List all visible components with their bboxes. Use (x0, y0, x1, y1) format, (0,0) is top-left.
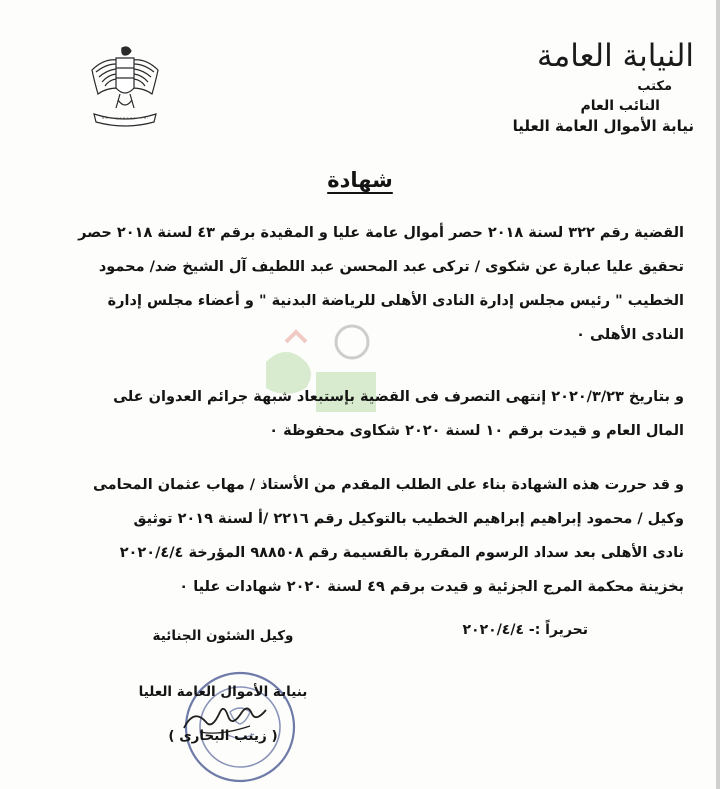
eagle-of-saladin-icon (88, 44, 162, 130)
document-title: شهادة (327, 168, 393, 192)
paragraph-line: نادى الأهلى بعد سداد الرسوم المقررة بالقسيمة رقم ٩٨٨٥٠٨ المؤرخة ٢٠٢٠/٤/٤ (119, 545, 684, 561)
signatory-office: بنيابة الأموال العامة العليا (138, 684, 308, 700)
paragraph-line: بخزينة محكمة المرج الجزئية و قيدت برقم ٤٩ لسنة ٢٠٢٠ شهادات عليا ٠ (179, 579, 684, 595)
paragraph-line: و بتاريخ ٢٠٢٠/٣/٢٣ إنتهى التصرف فى القضية بإستبعاد شبهة جرائم العدوان على (113, 389, 684, 405)
paragraph-request-details (36, 468, 684, 604)
paragraph-line: المال العام و قيدت برقم ١٠ لسنة ٢٠٢٠ شكاوى محفوظة ٠ (269, 423, 684, 439)
paragraph-line: و قد حررت هذه الشهادة بناء على الطلب المقدم من الأستاذ / مهاب عثمان المحامى (93, 477, 684, 493)
paragraph-line: القضية رقم ٣٢٢ لسنة ٢٠١٨ حصر أموال عامة عليا و المقيدة برقم ٤٣ لسنة ٢٠١٨ حصر (78, 225, 684, 241)
paragraph-line: وكيل / محمود إبراهيم إبراهيم الخطيب بالتوكيل رقم ٢٢١٦ /أ لسنة ٢٠١٩ توثيق (133, 511, 684, 527)
paragraph-line: تحقيق عليا عبارة عن شكوى / تركى عبد المحسن عبد اللطيف آل الشيخ ضد/ محمود (98, 259, 684, 275)
paragraph-disposition (36, 380, 684, 448)
handwritten-signature-icon (180, 700, 270, 740)
letterhead-prosecutor-general: النائب العام (580, 98, 660, 114)
signatory-role: وكيل الشئون الجنائية (152, 628, 294, 644)
paragraph-line: الخطيب " رئيس مجلس إدارة النادى الأهلى للرياضة البدنية " و أعضاء مجلس إدارة (107, 293, 684, 309)
document-title-wrapper (0, 168, 720, 192)
page-edge (716, 0, 720, 789)
issue-date: تحريراً :- ٢٠٢٠/٤/٤ (462, 622, 588, 638)
signatory-name: ( زينب البحارى ) (168, 728, 278, 744)
paragraph-case-details (36, 216, 684, 352)
letterhead-calligraphy: النيابة العامة (537, 38, 694, 74)
letterhead-office: مكتب (637, 79, 672, 94)
letterhead (454, 36, 694, 136)
paragraph-line: النادى الأهلى ٠ (576, 327, 684, 343)
letterhead-prosecution-unit: نيابة الأموال العامة العليا (512, 117, 694, 135)
